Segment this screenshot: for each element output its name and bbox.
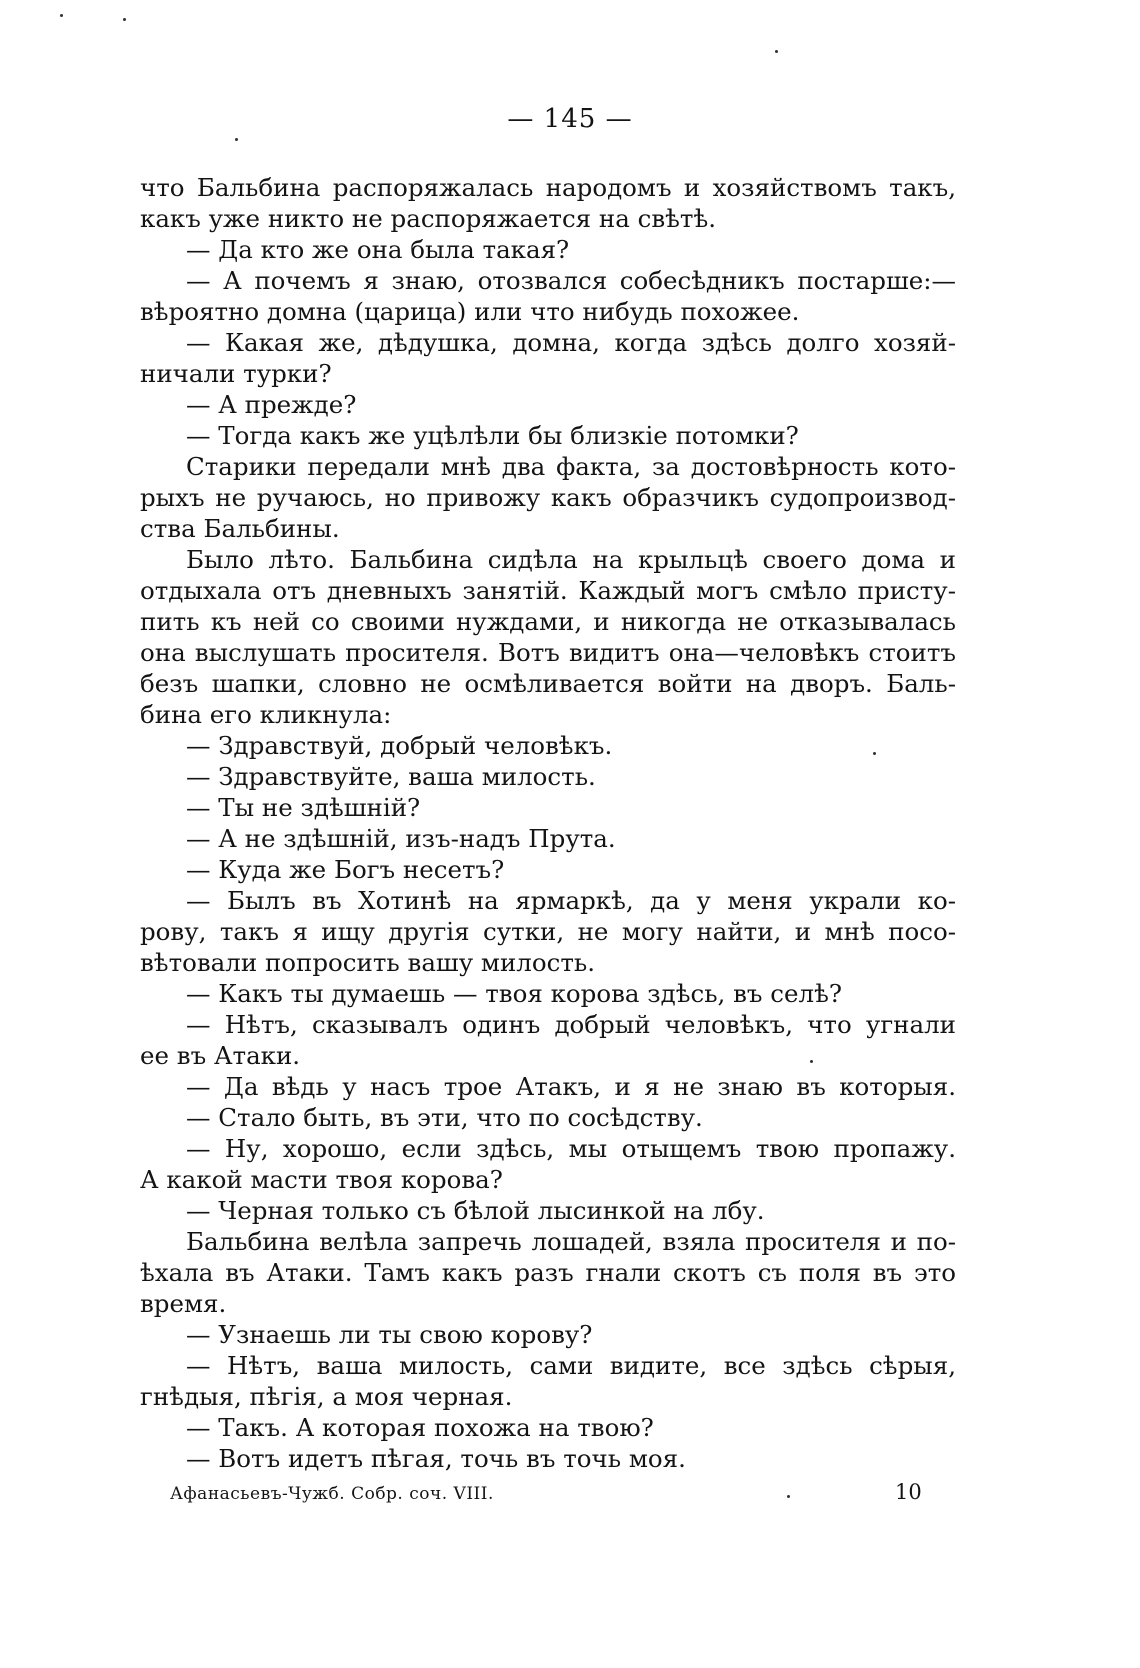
text-line: какъ уже никто не распоряжается на свѣтѣ. xyxy=(140,204,717,233)
footer-signature: Афанасьевъ-Чужб. Собр. соч. VIII. xyxy=(170,1484,494,1504)
text-line: пить къ ней со своими нуждами, и никогда не отказывалась xyxy=(140,607,956,636)
text-line: ства Бальбины. xyxy=(140,514,340,543)
text-line: — Да вѣдь у насъ трое Атакъ, и я не знаю въ которыя. xyxy=(186,1072,956,1101)
text-line: — Узнаешь ли ты свою корову? xyxy=(186,1320,593,1349)
text-line: Было лѣто. Бальбина сидѣла на крыльцѣ своего дома и xyxy=(186,545,956,574)
text-line: бина его кликнула: xyxy=(140,700,392,729)
scan-speck xyxy=(775,50,778,53)
text-line: — Такъ. А которая похожа на твою? xyxy=(186,1413,654,1442)
text-line: А какой масти твоя корова? xyxy=(140,1165,503,1194)
text-line: время. xyxy=(140,1289,227,1318)
text-line: — Стало быть, въ эти, что по сосѣдству. xyxy=(186,1103,703,1132)
text-line: — А не здѣшній, изъ-надъ Прута. xyxy=(186,824,616,853)
text-line: Бальбина велѣла запречь лошадей, взяла просителя и по- xyxy=(186,1227,956,1256)
text-line: вѣроятно домна (царица) или что нибудь похожее. xyxy=(140,297,800,326)
scan-speck xyxy=(235,138,238,141)
text-line: рыхъ не ручаюсь, но привожу какъ образчикъ судопроизвод- xyxy=(140,483,956,512)
text-line: ѣхала въ Атаки. Тамъ какъ разъ гнали скотъ съ поля въ это xyxy=(140,1258,956,1287)
page-number: — 145 — xyxy=(507,104,633,134)
text-line: Старики передали мнѣ два факта, за достовѣрность кото- xyxy=(186,452,956,481)
text-line: — Былъ въ Хотинѣ на ярмаркѣ, да у меня украли ко- xyxy=(186,886,956,915)
text-line: — Ну, хорошо, если здѣсь, мы отыщемъ твою пропажу. xyxy=(186,1134,956,1163)
text-line: — А почемъ я знаю, отозвался собесѣдникъ постарше:— xyxy=(186,266,956,295)
text-line: что Бальбина распоряжалась народомъ и хозяйствомъ такъ, xyxy=(140,173,956,202)
text-line: — Черная только съ бѣлой лысинкой на лбу. xyxy=(186,1196,765,1225)
text-line: — Нѣтъ, сказывалъ одинъ добрый человѣкъ, что угнали xyxy=(186,1010,956,1039)
text-line: — Какъ ты думаешь — твоя корова здѣсь, въ селѣ? xyxy=(186,979,842,1008)
page-body-text xyxy=(140,172,956,1474)
text-line: гнѣдыя, пѣгія, а моя черная. xyxy=(140,1382,513,1411)
text-line: безъ шапки, словно не осмѣливается войти на дворъ. Баль- xyxy=(140,669,956,698)
text-line: — Нѣтъ, ваша милость, сами видите, все здѣсь сѣрыя, xyxy=(186,1351,956,1380)
text-line: рову, такъ я ищу другія сутки, не могу найти, и мнѣ посо- xyxy=(140,917,956,946)
text-line: — Да кто же она была такая? xyxy=(186,235,570,264)
scan-speck xyxy=(787,1495,790,1498)
text-line: — Здравствуй, добрый человѣкъ. xyxy=(186,731,613,760)
scan-speck xyxy=(810,1060,813,1063)
text-line: ничали турки? xyxy=(140,359,332,388)
text-line: — А прежде? xyxy=(186,390,357,419)
text-line: она выслушать просителя. Вотъ видитъ она—человѣкъ стоитъ xyxy=(140,638,956,667)
text-line: отдыхала отъ дневныхъ занятій. Каждый могъ смѣло присту- xyxy=(140,576,956,605)
scan-speck xyxy=(873,752,876,755)
text-line: — Какая же, дѣдушка, домна, когда здѣсь долго хозяй- xyxy=(186,328,956,357)
text-line: — Куда же Богъ несетъ? xyxy=(186,855,505,884)
text-line: — Ты не здѣшній? xyxy=(186,793,421,822)
text-line: — Вотъ идетъ пѣгая, точь въ точь моя. xyxy=(186,1444,686,1473)
text-line: — Тогда какъ же уцѣлѣли бы близкіе потомки? xyxy=(186,421,799,450)
text-line: — Здравствуйте, ваша милость. xyxy=(186,762,596,791)
scan-speck xyxy=(123,18,126,21)
footer-sheet-number: 10 xyxy=(895,1480,922,1504)
text-line: ее въ Атаки. xyxy=(140,1041,301,1070)
scan-speck xyxy=(60,14,63,17)
text-line: вѣтовали попросить вашу милость. xyxy=(140,948,596,977)
